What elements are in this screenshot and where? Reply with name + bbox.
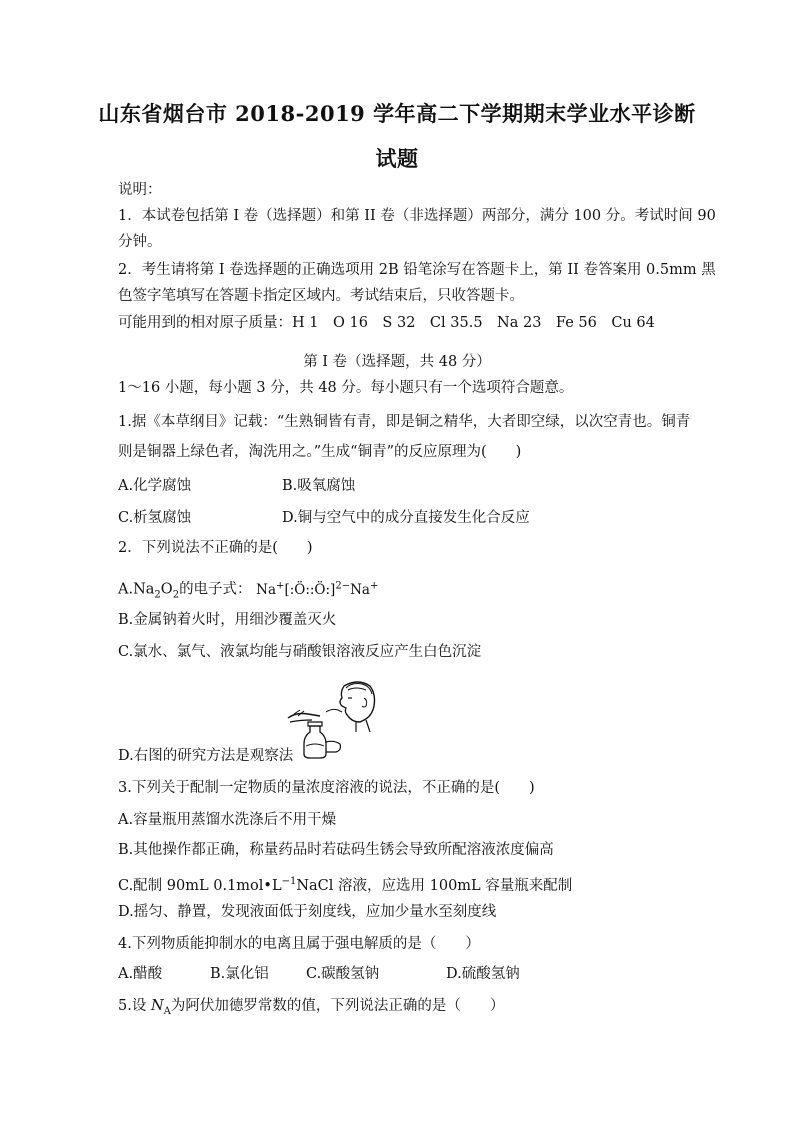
- q1-option-b: B.吸氧腐蚀: [282, 478, 356, 494]
- q3-option-d: D.摇匀、静置，发现液面低于刻度线，应加少量水至刻度线: [118, 904, 497, 920]
- q3-stem: 3.下列关于配制一定物质的量浓度溶液的说法，不正确的是( ): [118, 780, 535, 796]
- note-1-line-a: 1．本试卷包括第 I 卷（选择题）和第 II 卷（非选择题）两部分，满分 100 分。考试时间 90: [118, 208, 716, 224]
- q1-option-d: D.铜与空气中的成分直接发生化合反应: [282, 510, 530, 526]
- notes-heading: 说明：: [118, 182, 162, 198]
- q4-option-a: A.醋酸: [118, 966, 163, 982]
- q5-n: N: [150, 998, 164, 1014]
- q3-option-c: [118, 872, 572, 896]
- electron-formula: [256, 582, 378, 598]
- q2-a-suffix: 的电子式：: [179, 581, 252, 598]
- q5-suffix: 为阿伏加德罗常数的值，下列说法正确的是（ ）: [170, 998, 505, 1014]
- q2-option-c: C.氯水、氯气、液氯均能与硝酸银溶液反应产生白色沉淀: [118, 644, 482, 660]
- note-1-line-b: 分钟。: [118, 234, 162, 250]
- q4-option-c: C.碳酸氢钠: [306, 966, 380, 982]
- q3-c-sup: −1: [281, 876, 297, 887]
- q3-option-a: A.容量瓶用蒸馏水洗涤后不用干燥: [118, 812, 337, 828]
- exam-title: 山东省烟台市 2018-2019 学年高二下学期期末学业水平诊断: [98, 101, 696, 126]
- q3-c-prefix: C.配制 90mL 0.1mol•L: [118, 877, 282, 894]
- section-1-instruction: 1～16 小题，每小题 3 分，共 48 分。每小题只有一个选项符合题意。: [118, 380, 574, 396]
- q5-prefix: 5.设: [118, 998, 151, 1014]
- q4-option-d: D.硫酸氢钠: [446, 966, 520, 982]
- q2-a-sub2: 2: [172, 589, 180, 601]
- q2-a-mid: O: [160, 581, 173, 598]
- q2-option-a: [118, 576, 378, 605]
- q4-stem: 4.下列物质能抑制水的电离且属于强电解质的是（ ）: [118, 936, 480, 952]
- q4-option-b: B.氯化铝: [210, 966, 269, 982]
- q5-stem: [118, 996, 504, 1022]
- ef-na-left: Na: [256, 581, 277, 598]
- q2-stem: 2．下列说法不正确的是( ): [118, 540, 313, 556]
- q3-option-b: B.其他操作都正确，称量药品时若砝码生锈会导致所配溶液浓度偏高: [118, 842, 554, 858]
- note-2-line-a: 2．考生请将第 I 卷选择题的正确选项用 2B 铅笔涂写在答题卡上，第 II 卷答案用 0.5mm 黑: [118, 262, 716, 278]
- smelling-observation-figure: [286, 676, 378, 762]
- ef-charge: 2−: [335, 580, 351, 591]
- q1-option-a: A.化学腐蚀: [118, 478, 192, 494]
- section-1-heading: 第 I 卷（选择题，共 48 分）: [303, 354, 491, 370]
- q2-a-sub1: 2: [154, 589, 161, 601]
- q5-sub: A: [163, 1005, 171, 1017]
- q3-c-suffix: NaCl 溶液，应选用 100mL 容量瓶来配制: [296, 877, 573, 894]
- q2-a-prefix: A.Na: [118, 581, 155, 598]
- q1-stem-line-b: 则是铜器上绿色者，淘洗用之。”生成“铜青”的反应原理为( ): [118, 444, 522, 460]
- q1-option-c: C.析氢腐蚀: [118, 510, 192, 526]
- ef-plus-right: +: [369, 580, 379, 591]
- q2-option-d: D.右图的研究方法是观察法: [118, 748, 294, 764]
- exam-title-line2: 试题: [375, 146, 419, 171]
- q1-stem-line-a: 1.据《本草纲目》记载：“生熟铜皆有青，即是铜之精华，大者即空绿，以次空青也。铜青: [118, 414, 691, 430]
- note-2-line-b: 色签字笔填写在答题卡指定区域内。考试结束后，只收答题卡。: [118, 288, 524, 304]
- ef-na-right: Na: [350, 581, 370, 598]
- q2-option-b: B.金属钠着火时，用细沙覆盖灭火: [118, 612, 337, 628]
- ef-peroxide: [:Ö::Ö:]: [284, 581, 336, 598]
- ef-plus-left: +: [276, 580, 285, 591]
- atomic-masses: 可能用到的相对原子质量：H 1 O 16 S 32 Cl 35.5 Na 23 Fe 56 Cu 64: [118, 315, 655, 331]
